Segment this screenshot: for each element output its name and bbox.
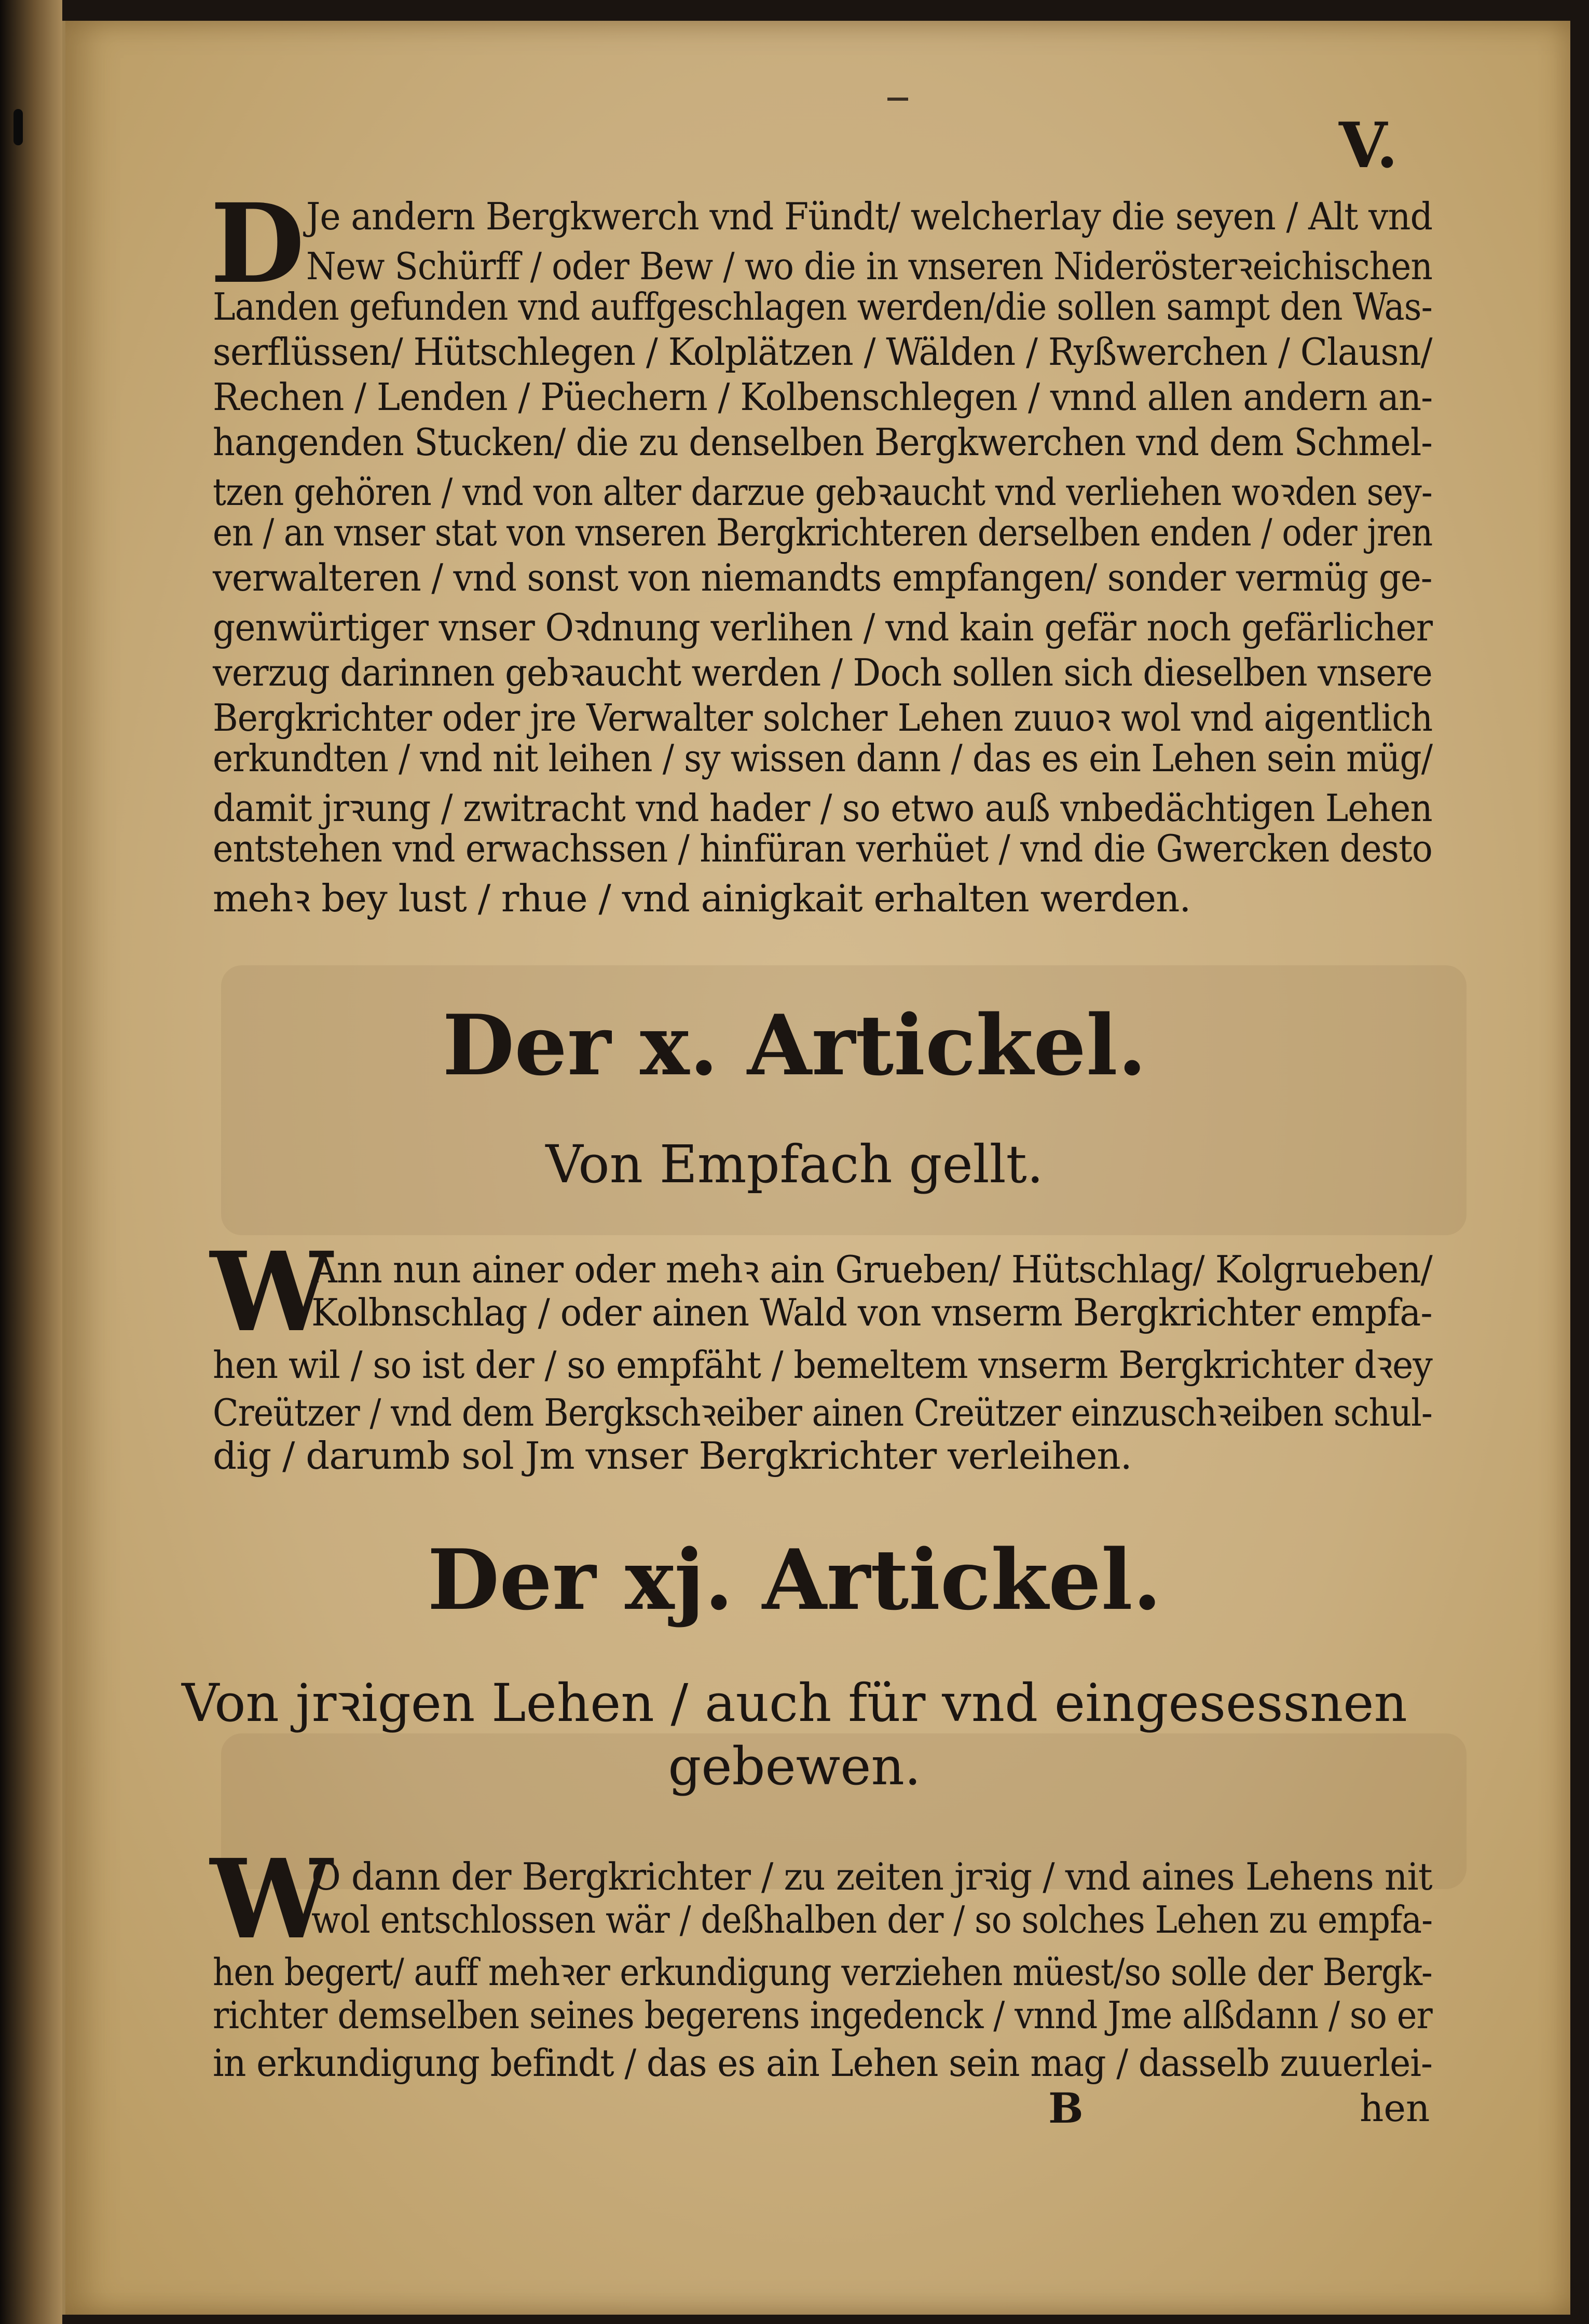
text-line: dig / darumb sol Jm vnser Bergkrichter verleihen.: [213, 1434, 1132, 1478]
article-xi-subheading-cont: gebewen.: [668, 1736, 921, 1797]
text-line: Creützer / vnd dem Bergkschꝛeiber ainen Creützer einzuschꝛeiben schul-: [213, 1391, 1432, 1434]
text-line: Kolbnschlag / oder ainen Wald von vnserm Bergkrichter empfa-: [311, 1291, 1432, 1334]
article-x-subheading: Von Empfach gellt.: [545, 1134, 1044, 1195]
text-line: Ann nun ainer oder mehꝛ ain Grueben/ Hütschlag/ Kolgrueben/: [311, 1248, 1432, 1291]
text-line: O dann der Bergkrichter / zu zeiten jrꝛig / vnd aines Lehens nit: [311, 1855, 1432, 1898]
text-line: wol entschlossen wär / deßhalben der / so solches Lehen zu empfa-: [311, 1898, 1433, 1942]
text-line: in erkundigung befindt / das es ain Lehen sein mag / dasselb zuuerlei-: [213, 2041, 1433, 2085]
text-line: hen begert/ auff mehꝛer erkundigung verziehen müest/so solle der Bergk-: [213, 1950, 1432, 1994]
text-line: New Schürff / oder Bew / wo die in vnseren Niderösterꝛeichischen: [306, 244, 1433, 288]
article-x-heading: Der x. Artickel.: [442, 996, 1147, 1094]
text-line: mehꝛ bey lust / rhue / vnd ainigkait erhalten werden.: [213, 877, 1191, 920]
text-line: genwürtiger vnser Oꝛdnung verlihen / vnd kain gefär noch gefärlicher: [213, 606, 1433, 649]
dropcap-w: W: [210, 1835, 333, 1963]
page-number: V.: [1339, 109, 1398, 182]
text-line: erkundten / vnd nit leihen / sy wissen dann / das es ein Lehen sein müg/: [213, 736, 1433, 780]
catchword: hen: [1360, 2086, 1430, 2130]
dropcap-w: W: [210, 1228, 333, 1356]
article-xi-heading: Der xj. Artickel.: [427, 1531, 1162, 1629]
article-xi-subheading: Von jrꝛigen Lehen / auch für vnd eingesessnen: [182, 1673, 1407, 1733]
text-line: damit jrꝛung / zwitracht vnd hader / so etwo auß vnbedächtigen Lehen: [213, 786, 1432, 830]
text-line: Landen gefunden vnd auffgeschlagen werden/die sollen sampt den Was-: [213, 285, 1432, 329]
text-line: serflüssen/ Hütschlegen / Kolplätzen / Wälden / Ryßwerchen / Clausn/: [213, 330, 1432, 374]
text-line: Bergkrichter oder jre Verwalter solcher Lehen zuuoꝛ wol vnd aigentlich: [213, 696, 1433, 740]
text-line: hen wil / so ist der / so empfäht / bemeltem vnserm Bergkrichter dꝛey: [213, 1343, 1432, 1387]
signature-mark: B: [1048, 2084, 1084, 2132]
dropcap-d: D: [210, 180, 305, 308]
text-line: verwalteren / vnd sonst von niemandts empfangen/ sonder vermüg ge-: [213, 556, 1432, 599]
margin-mark: [13, 109, 23, 145]
text-line: Rechen / Lenden / Püechern / Kolbenschlegen / vnnd allen andern an-: [213, 375, 1433, 419]
text-line: hangenden Stucken/ die zu denselben Bergkwerchen vnd dem Schmel-: [213, 420, 1432, 464]
text-line: entstehen vnd erwachssen / hinfüran verhüet / vnd die Gwercken desto: [213, 827, 1432, 870]
text-line: Je andern Bergkwerch vnd Fündt/ welcherlay die seyen / Alt vnd: [306, 195, 1433, 238]
printer-dash-mark: [887, 98, 908, 101]
text-line: richter demselben seines begerens ingedenck / vnnd Jme alßdann / so er: [213, 1993, 1432, 2037]
text-line: en / an vnser stat von vnseren Bergkrichteren derselben enden / oder jren: [213, 511, 1433, 554]
text-line: verzug darinnen gebꝛaucht werden / Doch sollen sich dieselben vnsere: [213, 651, 1432, 694]
text-line: tzen gehören / vnd von alter darzue gebꝛaucht vnd verliehen woꝛden sey-: [213, 470, 1432, 514]
